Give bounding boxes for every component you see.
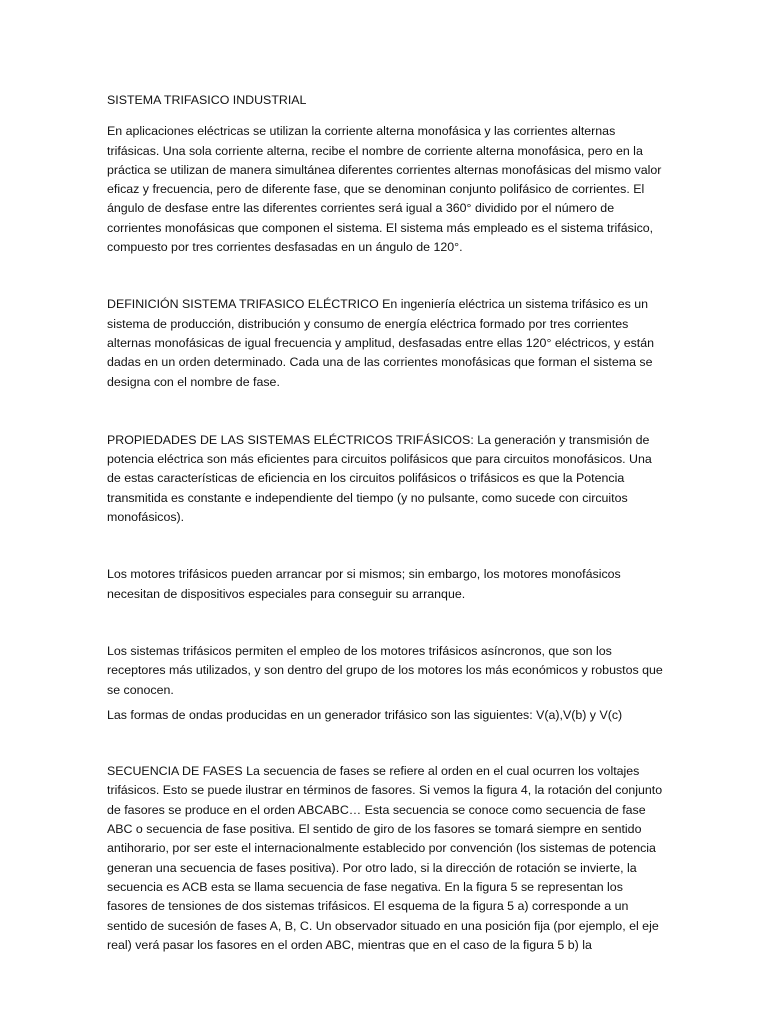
document-body — [107, 91, 663, 955]
paragraph-intro: En aplicaciones eléctricas se utilizan la corriente alterna monofásica y las corrientes alternas trifásicas. Una sola corriente alterna, recibe el nombre de corriente alterna monofásica, pero en la práctica se utilizan de manera simultánea diferentes corrientes alternas monofásicas del mismo valor eficaz y frecuencia, pero de diferente fase, que se denominan conjunto polifásico de corrientes. El ángulo de desfase entre las diferentes corrientes será igual a 360° dividido por el número de corrientes monofásicas que componen el sistema. El sistema más empleado es el sistema trifásico, compuesto por tres corrientes desfasadas en un ángulo de 120°. — [107, 124, 662, 255]
paragraph-definicion: DEFINICIÓN SISTEMA TRIFASICO ELÉCTRICO En ingeniería eléctrica un sistema trifásico es un sistema de producción, distribución y consumo de energía eléctrica formado por tres corrientes alternas monofásicas de igual frecuencia y amplitud, desfasadas entre ellas 120° eléctricos, y están dadas en un orden determinado. Cada una de las corrientes monofásicas que forman el sistema se designa con el nombre de fase. — [107, 297, 655, 389]
paragraph-secuencia: SECUENCIA DE FASES La secuencia de fases se refiere al orden en el cual ocurren los voltajes trifásicos. Esto se puede ilustrar en términos de fasores. Si vemos la figura 4, la rotación del conjunto de fasores se produce en el orden ABCABC… Esta secuencia se conoce como secuencia de fase ABC o secuencia de fase positiva. El sentido de giro de los fasores se tomará siempre en sentido antihorario, por ser este el internacionalmente establecido por convención (los sistemas de potencia generan una secuencia de fases positiva). Por otro lado, si la dirección de rotación se invierte, la secuencia es ACB esta se llama secuencia de fase negativa. En la figura 5 se representan los fasores de tensiones de dos sistemas trifásicos. El esquema de la figura 5 a) corresponde a un sentido de sucesión de fases A, B, C. Un observador situado en una posición fija (por ejemplo, el eje real) verá pasar los fasores en el orden ABC, mientras que en el caso de la figura 5 b) la — [107, 764, 663, 952]
paragraph-asincronos: Los sistemas trifásicos permiten el empleo de los motores trifásicos asíncronos, que son los receptores más utilizados, y son dentro del grupo de los motores los más económicos y robustos que se conocen. — [107, 643, 663, 697]
paragraph-ondas: Las formas de ondas producidas en un generador trifásico son las siguientes: V(a),V(b) y V(c) — [107, 707, 623, 722]
paragraph-propiedades: PROPIEDADES DE LAS SISTEMAS ELÉCTRICOS TRIFÁSICOS: La generación y transmisión de potencia eléctrica son más eficientes para circuitos polifásicos que para circuitos monofásicos. Una de estas características de eficiencia en los circuitos polifásicos o trifásicos es que la Potencia transmitida es constante e independiente del tiempo (y no pulsante, como sucede con circuitos monofásicos). — [107, 432, 652, 525]
document-title: SISTEMA TRIFASICO INDUSTRIAL — [107, 93, 307, 107]
paragraph-motores: Los motores trifásicos pueden arrancar por si mismos; sin embargo, los motores monofásicos necesitan de dispositivos especiales para conseguir su arranque. — [107, 567, 621, 601]
